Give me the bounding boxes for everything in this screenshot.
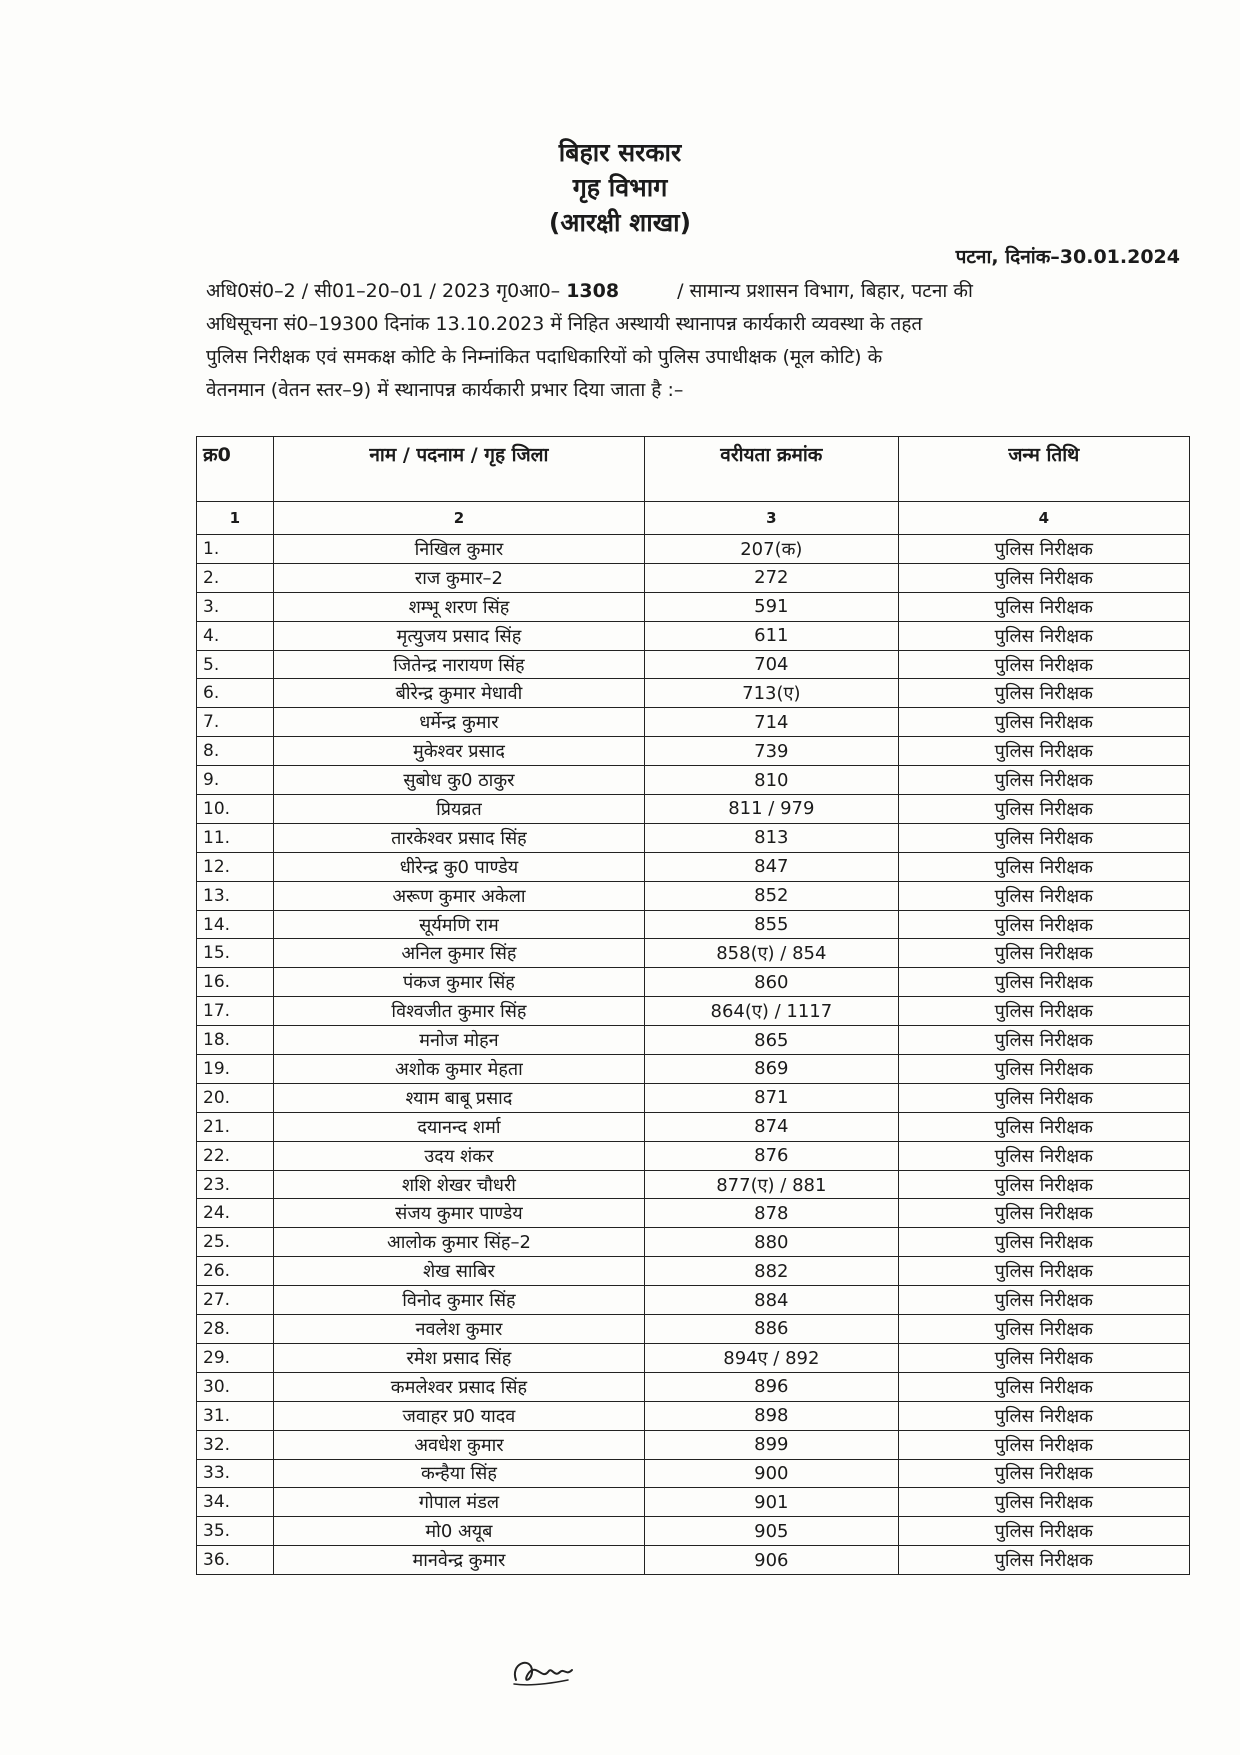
body-line-2: अधिसूचना सं0–19300 दिनांक 13.10.2023 में निहित अस्थायी स्थानापन्न कार्यकारी व्यवस्था के तहत (206, 313, 923, 335)
officer-name: राज कुमार–2 (273, 563, 644, 592)
row-serial: 6. (197, 679, 274, 708)
seniority-number: 874 (645, 1112, 899, 1141)
officer-designation: पुलिस निरीक्षक (898, 535, 1189, 564)
row-serial: 35. (197, 1517, 274, 1546)
officer-designation: पुलिस निरीक्षक (898, 1055, 1189, 1084)
table-row (197, 1112, 1190, 1141)
table-row (197, 997, 1190, 1026)
table-row (197, 1401, 1190, 1430)
officer-designation: पुलिस निरीक्षक (898, 737, 1189, 766)
officer-name: रमेश प्रसाद सिंह (273, 1343, 644, 1372)
officer-name: शम्भू शरण सिंह (273, 592, 644, 621)
officer-name: सुबोध कु0 ठाकुर (273, 766, 644, 795)
column-number: 2 (273, 502, 644, 535)
seniority-number: 880 (645, 1228, 899, 1257)
row-serial: 1. (197, 535, 274, 564)
row-serial: 12. (197, 852, 274, 881)
officer-designation: पुलिस निरीक्षक (898, 852, 1189, 881)
officer-designation: पुलिस निरीक्षक (898, 1315, 1189, 1344)
row-serial: 30. (197, 1372, 274, 1401)
officer-name: दयानन्द शर्मा (273, 1112, 644, 1141)
table-row (197, 708, 1190, 737)
table-row (197, 1343, 1190, 1372)
table-row (197, 939, 1190, 968)
officer-name: अशोक कुमार मेहता (273, 1055, 644, 1084)
officer-designation: पुलिस निरीक्षक (898, 1546, 1189, 1575)
seniority-number: 882 (645, 1257, 899, 1286)
seniority-number: 906 (645, 1546, 899, 1575)
officer-designation: पुलिस निरीक्षक (898, 1170, 1189, 1199)
seniority-number: 876 (645, 1141, 899, 1170)
row-serial: 21. (197, 1112, 274, 1141)
officer-designation: पुलिस निरीक्षक (898, 563, 1189, 592)
row-serial: 11. (197, 823, 274, 852)
officer-name: शशि शेखर चौधरी (273, 1170, 644, 1199)
table-row (197, 737, 1190, 766)
row-serial: 16. (197, 968, 274, 997)
table-row (197, 1546, 1190, 1575)
seniority-number: 860 (645, 968, 899, 997)
seniority-number: 858(ए) / 854 (645, 939, 899, 968)
officer-designation: पुलिस निरीक्षक (898, 1199, 1189, 1228)
officer-name: संजय कुमार पाण्डेय (273, 1199, 644, 1228)
row-serial: 28. (197, 1315, 274, 1344)
officer-designation: पुलिस निरीक्षक (898, 766, 1189, 795)
table-row (197, 968, 1190, 997)
row-serial: 14. (197, 910, 274, 939)
officers-table (196, 436, 1190, 1575)
officer-designation: पुलिस निरीक्षक (898, 1141, 1189, 1170)
officer-designation: पुलिस निरीक्षक (898, 1372, 1189, 1401)
row-serial: 32. (197, 1430, 274, 1459)
seniority-number: 864(ए) / 1117 (645, 997, 899, 1026)
table-row (197, 1199, 1190, 1228)
officer-designation: पुलिस निरीक्षक (898, 795, 1189, 824)
seniority-number: 900 (645, 1459, 899, 1488)
row-serial: 15. (197, 939, 274, 968)
officer-name: अनिल कुमार सिंह (273, 939, 644, 968)
table-row (197, 1083, 1190, 1112)
officer-designation: पुलिस निरीक्षक (898, 1083, 1189, 1112)
column-number: 3 (645, 502, 899, 535)
officer-name: जवाहर प्र0 यादव (273, 1401, 644, 1430)
table-row (197, 592, 1190, 621)
officer-name: कमलेश्वर प्रसाद सिंह (273, 1372, 644, 1401)
officer-designation: पुलिस निरीक्षक (898, 679, 1189, 708)
officer-designation: पुलिस निरीक्षक (898, 1430, 1189, 1459)
table-row (197, 766, 1190, 795)
seniority-number: 877(ए) / 881 (645, 1170, 899, 1199)
seniority-number: 591 (645, 592, 899, 621)
department-title: गृह विभाग (572, 173, 668, 202)
seniority-number: 847 (645, 852, 899, 881)
table-row (197, 1315, 1190, 1344)
table-body (197, 535, 1190, 1575)
seniority-number: 869 (645, 1055, 899, 1084)
officer-designation: पुलिस निरीक्षक (898, 1026, 1189, 1055)
row-serial: 2. (197, 563, 274, 592)
seniority-number: 852 (645, 881, 899, 910)
seniority-number: 813 (645, 823, 899, 852)
officer-name: धीरेन्द्र कु0 पाण्डेय (273, 852, 644, 881)
officer-designation: पुलिस निरीक्षक (898, 910, 1189, 939)
column-number: 1 (197, 502, 274, 535)
seniority-number: 855 (645, 910, 899, 939)
row-serial: 9. (197, 766, 274, 795)
table-row (197, 1170, 1190, 1199)
seniority-number: 611 (645, 621, 899, 650)
officer-designation: पुलिस निरीक्षक (898, 1112, 1189, 1141)
row-serial: 29. (197, 1343, 274, 1372)
officer-designation: पुलिस निरीक्षक (898, 997, 1189, 1026)
officer-name: मुकेश्वर प्रसाद (273, 737, 644, 766)
notification-body (206, 275, 1186, 407)
row-serial: 5. (197, 650, 274, 679)
seniority-number: 896 (645, 1372, 899, 1401)
place-date: पटना, दिनांक–30.01.2024 (955, 246, 1180, 268)
seniority-number: 884 (645, 1286, 899, 1315)
table-row (197, 535, 1190, 564)
seniority-number: 886 (645, 1315, 899, 1344)
officer-name: अरूण कुमार अकेला (273, 881, 644, 910)
officer-name: नवलेश कुमार (273, 1315, 644, 1344)
table-row (197, 823, 1190, 852)
header-birthdate: जन्म तिथि (898, 437, 1189, 502)
officer-name: आलोक कुमार सिंह–2 (273, 1228, 644, 1257)
reference-prefix: अधि0सं0–2 / सी01–20–01 / 2023 गृ0आ0– (206, 280, 561, 302)
officer-designation: पुलिस निरीक्षक (898, 968, 1189, 997)
table-row (197, 1459, 1190, 1488)
table-header-row (197, 437, 1190, 502)
row-serial: 31. (197, 1401, 274, 1430)
officer-name: निखिल कुमार (273, 535, 644, 564)
seniority-number: 871 (645, 1083, 899, 1112)
row-serial: 26. (197, 1257, 274, 1286)
seniority-number: 865 (645, 1026, 899, 1055)
table-row (197, 679, 1190, 708)
table-row (197, 563, 1190, 592)
officer-designation: पुलिस निरीक्षक (898, 592, 1189, 621)
table-row (197, 1430, 1190, 1459)
officer-name: मानवेन्द्र कुमार (273, 1546, 644, 1575)
officer-designation: पुलिस निरीक्षक (898, 708, 1189, 737)
seniority-number: 898 (645, 1401, 899, 1430)
officer-designation: पुलिस निरीक्षक (898, 1228, 1189, 1257)
row-serial: 36. (197, 1546, 274, 1575)
table-row (197, 1257, 1190, 1286)
header-serial: क्र0 (197, 437, 274, 502)
row-serial: 20. (197, 1083, 274, 1112)
officer-name: कन्हैया सिंह (273, 1459, 644, 1488)
table-row (197, 1372, 1190, 1401)
table-row (197, 621, 1190, 650)
table-row (197, 650, 1190, 679)
officer-name: पंकज कुमार सिंह (273, 968, 644, 997)
officer-designation: पुलिस निरीक्षक (898, 1286, 1189, 1315)
officer-designation: पुलिस निरीक्षक (898, 823, 1189, 852)
officer-designation: पुलिस निरीक्षक (898, 1257, 1189, 1286)
row-serial: 27. (197, 1286, 274, 1315)
row-serial: 33. (197, 1459, 274, 1488)
reference-suffix: / सामान्य प्रशासन विभाग, बिहार, पटना की (677, 280, 973, 302)
row-serial: 10. (197, 795, 274, 824)
officer-name: जितेन्द्र नारायण सिंह (273, 650, 644, 679)
column-number: 4 (898, 502, 1189, 535)
officer-name: अवधेश कुमार (273, 1430, 644, 1459)
table-row (197, 1517, 1190, 1546)
row-serial: 3. (197, 592, 274, 621)
officer-designation: पुलिस निरीक्षक (898, 1517, 1189, 1546)
table-row (197, 795, 1190, 824)
government-title: बिहार सरकार (558, 138, 682, 167)
seniority-number: 207(क) (645, 535, 899, 564)
branch-title: (आरक्षी शाखा) (548, 208, 692, 237)
row-serial: 18. (197, 1026, 274, 1055)
seniority-number: 704 (645, 650, 899, 679)
table-row (197, 1055, 1190, 1084)
seniority-number: 272 (645, 563, 899, 592)
body-line-1 (206, 275, 1186, 308)
table-row (197, 910, 1190, 939)
table-row (197, 1141, 1190, 1170)
officer-name: सूर्यमणि राम (273, 910, 644, 939)
table-row (197, 881, 1190, 910)
signature-mark (508, 1650, 578, 1690)
column-number-row (197, 502, 1190, 535)
officer-designation: पुलिस निरीक्षक (898, 1401, 1189, 1430)
row-serial: 13. (197, 881, 274, 910)
row-serial: 19. (197, 1055, 274, 1084)
seniority-number: 901 (645, 1488, 899, 1517)
header-name: नाम / पदनाम / गृह जिला (273, 437, 644, 502)
seniority-number: 810 (645, 766, 899, 795)
row-serial: 4. (197, 621, 274, 650)
officer-name: गोपाल मंडल (273, 1488, 644, 1517)
officer-name: मृत्युजय प्रसाद सिंह (273, 621, 644, 650)
row-serial: 17. (197, 997, 274, 1026)
officer-name: श्याम बाबू प्रसाद (273, 1083, 644, 1112)
seniority-number: 905 (645, 1517, 899, 1546)
officer-name: प्रियव्रत (273, 795, 644, 824)
officer-designation: पुलिस निरीक्षक (898, 1459, 1189, 1488)
row-serial: 22. (197, 1141, 274, 1170)
officer-name: मनोज मोहन (273, 1026, 644, 1055)
row-serial: 23. (197, 1170, 274, 1199)
officer-designation: पुलिस निरीक्षक (898, 939, 1189, 968)
officer-designation: पुलिस निरीक्षक (898, 1488, 1189, 1517)
row-serial: 8. (197, 737, 274, 766)
officer-name: विनोद कुमार सिंह (273, 1286, 644, 1315)
officer-designation: पुलिस निरीक्षक (898, 650, 1189, 679)
table-row (197, 1286, 1190, 1315)
row-serial: 25. (197, 1228, 274, 1257)
officer-name: मो0 अयूब (273, 1517, 644, 1546)
officer-name: उदय शंकर (273, 1141, 644, 1170)
table-row (197, 1228, 1190, 1257)
officer-name: विश्वजीत कुमार सिंह (273, 997, 644, 1026)
body-line-4: वेतनमान (वेतन स्तर–9) में स्थानापन्न कार्यकारी प्रभार दिया जाता है :– (206, 379, 684, 401)
officer-designation: पुलिस निरीक्षक (898, 621, 1189, 650)
row-serial: 24. (197, 1199, 274, 1228)
seniority-number: 894ए / 892 (645, 1343, 899, 1372)
officer-designation: पुलिस निरीक्षक (898, 1343, 1189, 1372)
officer-name: बीरेन्द्र कुमार मेधावी (273, 679, 644, 708)
seniority-number: 739 (645, 737, 899, 766)
table-row (197, 1488, 1190, 1517)
officer-name: शेख साबिर (273, 1257, 644, 1286)
table-row (197, 852, 1190, 881)
row-serial: 34. (197, 1488, 274, 1517)
seniority-number: 714 (645, 708, 899, 737)
officer-name: तारकेश्वर प्रसाद सिंह (273, 823, 644, 852)
seniority-number: 811 / 979 (645, 795, 899, 824)
row-serial: 7. (197, 708, 274, 737)
body-line-3: पुलिस निरीक्षक एवं समकक्ष कोटि के निम्नांकित पदाधिकारियों को पुलिस उपाधीक्षक (मूल कोटि) के (206, 346, 883, 368)
officer-designation: पुलिस निरीक्षक (898, 881, 1189, 910)
seniority-number: 878 (645, 1199, 899, 1228)
header-seniority: वरीयता क्रमांक (645, 437, 899, 502)
seniority-number: 713(ए) (645, 679, 899, 708)
seniority-number: 899 (645, 1430, 899, 1459)
officer-name: धर्मेन्द्र कुमार (273, 708, 644, 737)
reference-number: 1308 (566, 280, 620, 302)
table-row (197, 1026, 1190, 1055)
